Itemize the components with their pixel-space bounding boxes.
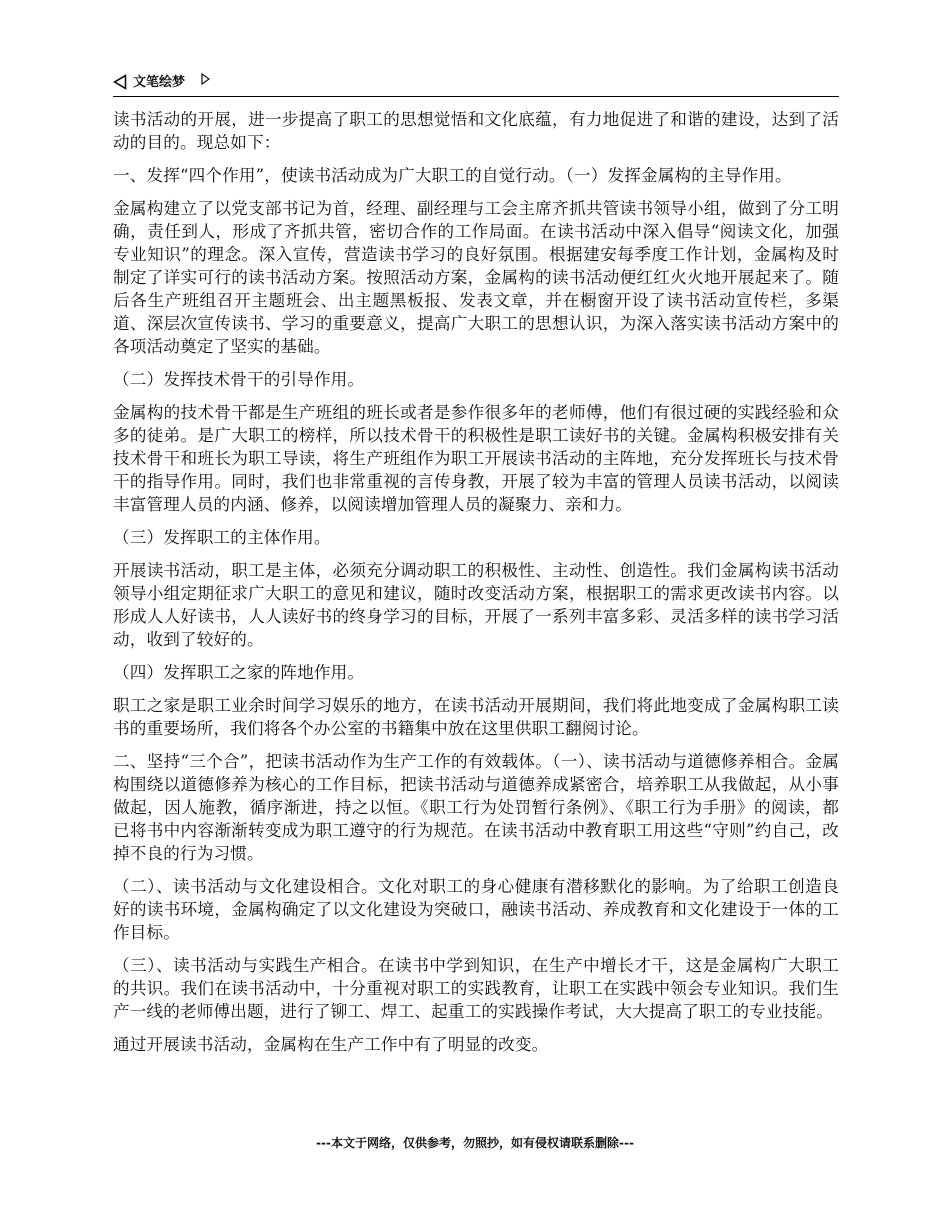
subsection-heading: （三）发挥职工的主体作用。 [113,528,331,547]
triangle-right-outline-icon [201,73,210,85]
body-paragraph: 开展读书活动，职工是主体，必须充分调动职工的积极性、主动性、创造性。我们金属构读书活动领导小组定期征求广大职工的意见和建议，随时改变活动方案，根据职工的需求更改读书内容。以形成人人好读书，人人读好书的终身学习的目标，开展了一系列丰富多彩、灵活多样的读书学习活动，收到了较好的。 [113,561,839,649]
body-paragraph: 职工之家是职工业余时间学习娱乐的地方，在读书活动开展期间，我们将此地变成了金属构职工读书的重要场所，我们将各个办公室的书籍集中放在这里供职工翻阅讨论。 [113,696,839,738]
section-one-heading: 一、发挥“四个作用”，使读书活动成为广大职工的自觉行动。（一）发挥金属构的主导作用。 [113,166,792,185]
document-body [113,108,839,1066]
section-two-paragraph: 二、坚持“三个合”，把读书活动作为生产工作的有效载体。（一）、读书活动与道德修养相合。金属构围绕以道德修养为核心的工作目标，把读书活动与道德养成紧密合，培养职工从我做起，从小事做起，因人施教，循序渐进，持之以恒。《职工行为处罚暂行条例》、《职工行为手册》的阅读，都已将书中内容渐渐转变成为职工遵守的行为规范。在读书活动中教育职工用这些“守则”约自己，改掉不良的行为习惯。 [113,752,839,863]
closing-paragraph: 通过开展读书活动，金属构在生产工作中有了明显的改变。 [113,1035,549,1054]
body-paragraph: （二）、读书活动与文化建设相合。文化对职工的身心健康有潜移默化的影响。为了给职工创造良好的读书环境，金属构确定了以文化建设为突破口，融读书活动、养成教育和文化建设于一体的工作目标。 [113,877,839,942]
header-title: 文笔绘梦 [133,75,186,90]
intro-paragraph: 读书活动的开展，进一步提高了职工的思想觉悟和文化底蕴，有力地促进了和谐的建设，达到了活动的目的。现总如下： [113,110,839,152]
body-paragraph: （三）、读书活动与实践生产相合。在读书中学到知识，在生产中增长才干，这是金属构广大职工的共识。我们在读书活动中，十分重视对职工的实践教育，让职工在实践中领会专业知识。我们生产一线的老师傅出题，进行了铆工、焊工、起重工的实践操作考试，大大提高了职工的专业技能。 [113,956,839,1021]
subsection-heading: （二）发挥技术骨干的引导作用。 [113,370,365,389]
page-header [113,72,839,97]
subsection-heading: （四）发挥职工之家的阵地作用。 [113,663,365,682]
triangle-left-outline-icon [113,74,127,90]
body-paragraph: 金属构建立了以党支部书记为首，经理、副经理与工会主席齐抓共管读书领导小组，做到了分工明确，责任到人，形成了齐抓共管，密切合作的工作局面。在读书活动中深入倡导“阅读文化，加强专业知识”的理念。深入宣传，营造读书学习的良好氛围。根据建安每季度工作计划，金属构及时制定了详实可行的读书活动方案。按照活动方案，金属构的读书活动便红红火火地开展起来了。随后各生产班组召开主题班会、出主题黑板报、发表文章，并在橱窗开设了读书活动宣传栏，多渠道、深层次宣传读书、学习的重要意义，提高广大职工的思想认识，为深入落实读书活动方案中的各项活动奠定了坚实的基础。 [113,199,839,356]
page-footer: ---本文于网络，仅供参考，勿照抄，如有侵权请联系删除--- [316,1136,634,1150]
body-paragraph: 金属构的技术骨干都是生产班组的班长或者是参作很多年的老师傅，他们有很过硬的实践经验和众多的徒弟。是广大职工的榜样，所以技术骨干的积极性是职工读好书的关键。金属构积极安排有关技术骨干和班长为职工导读，将生产班组作为职工开展读书活动的主阵地，充分发挥班长与技术骨干的指导作用。同时，我们也非常重视的言传身教，开展了较为丰富的管理人员读书活动，以阅读丰富管理人员的内涵、修养，以阅读增加管理人员的凝聚力、亲和力。 [113,403,839,514]
